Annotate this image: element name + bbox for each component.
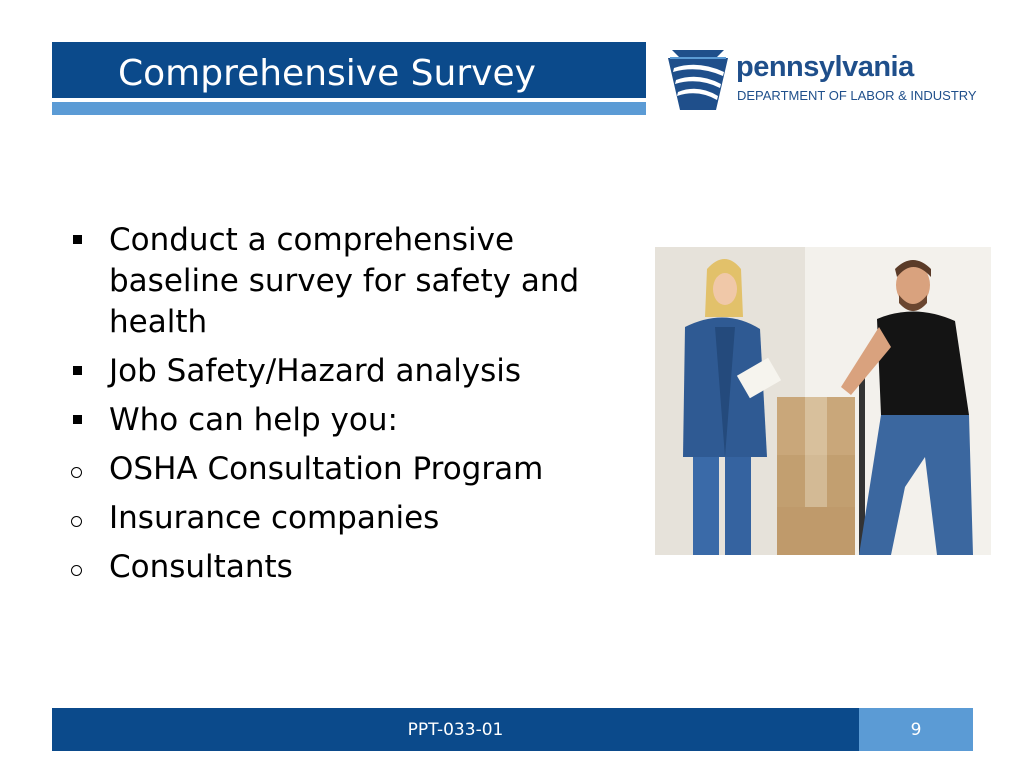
- logo-subtitle: DEPARTMENT OF LABOR & INDUSTRY: [737, 88, 977, 103]
- bullet-text: Who can help you:: [109, 402, 398, 438]
- circle-bullet-icon: [71, 467, 82, 478]
- bullet-text: Consultants: [109, 549, 293, 585]
- photo-illustration: [655, 247, 991, 555]
- slide-title: Comprehensive Survey: [118, 53, 536, 94]
- pennsylvania-logo: [664, 44, 984, 114]
- page-number-box: [859, 708, 973, 751]
- logo-name: pennsylvania: [736, 51, 914, 83]
- list-item: [66, 351, 646, 392]
- page-number: 9: [910, 720, 922, 740]
- footer-bar: [52, 708, 859, 751]
- bullet-text: Job Safety/Hazard analysis: [109, 353, 522, 389]
- footer-code: PPT-033-01: [407, 720, 504, 740]
- keystone-logo-icon: [666, 44, 730, 112]
- list-item: [66, 400, 646, 441]
- workers-inspecting-boxes-photo: [655, 247, 991, 555]
- title-accent-bar: [52, 102, 646, 115]
- square-bullet-icon: [73, 415, 82, 424]
- list-item: [66, 220, 646, 343]
- bullet-text: OSHA Consultation Program: [109, 451, 544, 487]
- circle-bullet-icon: [71, 565, 82, 576]
- bullet-text: Conduct a comprehensive baseline survey for safety and health: [109, 222, 580, 340]
- circle-bullet-icon: [71, 516, 82, 527]
- square-bullet-icon: [73, 366, 82, 375]
- list-item: [66, 547, 646, 588]
- list-item: [66, 449, 646, 490]
- list-item: [66, 498, 646, 539]
- bullet-list: [66, 220, 646, 596]
- bullet-text: Insurance companies: [109, 500, 440, 536]
- square-bullet-icon: [73, 235, 82, 244]
